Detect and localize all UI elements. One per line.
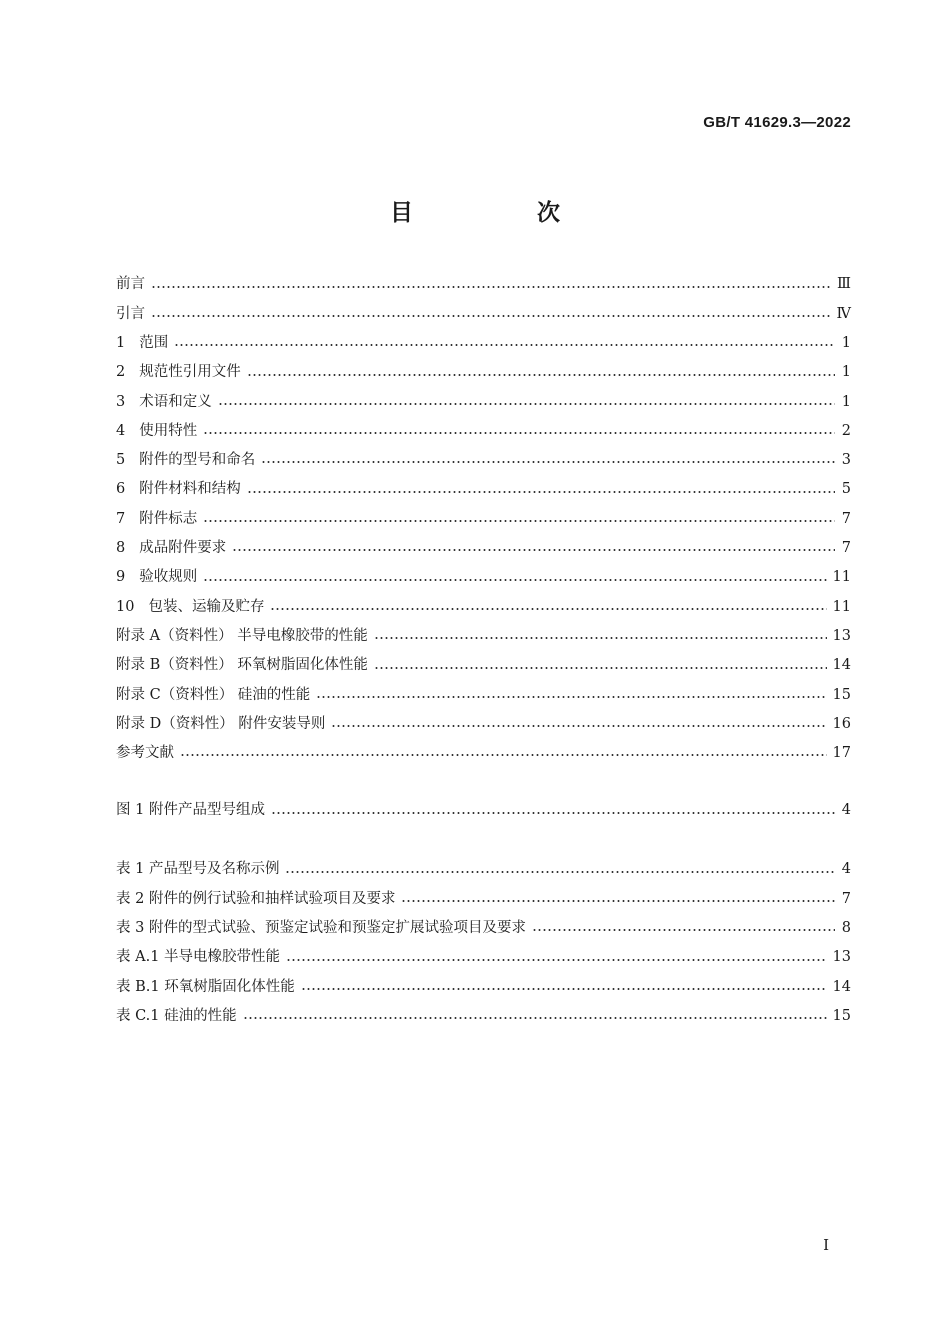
toc-figures-list [116,796,851,825]
dot-leader [174,344,835,346]
page-title: 目 次 [389,200,618,226]
toc-entry-text: 使用特性 [139,422,198,439]
toc-entry-text: 包装、运输及贮存 [148,598,265,615]
toc-entry-table-b1[interactable] [116,972,851,1001]
toc-entry-page: 4 [841,802,851,819]
toc-entry-figure-1[interactable] [116,796,851,825]
toc-entry-page: 1 [841,393,851,410]
toc-entry-label: 附录 B（资料性） 环氧树脂固化体性能 [116,657,368,674]
toc-entry-label: 表 B.1 环氧树脂固化体性能 [116,978,295,995]
toc-entry-number: 2 [116,364,126,381]
toc-entry-annex-b[interactable] [116,651,851,680]
toc-entry-page: 7 [841,510,851,527]
toc-entry-label: 附录 D（资料性） 附件安装导则 [116,715,326,732]
toc-entry-page: 15 [832,686,851,703]
toc-entry-page: 1 [841,364,851,381]
toc-entry-page: Ⅳ [836,305,851,322]
dot-leader [203,579,826,581]
toc-entry-text: 附件材料和结构 [139,481,241,498]
toc-entry-label: 前言 [116,276,145,293]
toc-tables-list [116,855,851,1031]
toc-entry-section-3[interactable] [116,387,851,416]
toc-entry-label: 表 C.1 硅油的性能 [116,1007,237,1024]
dot-leader [285,871,835,873]
page-number: I [823,1236,829,1254]
toc-entry-table-3[interactable] [116,914,851,943]
toc-entry-label: 附录 C（资料性） 硅油的性能 [116,686,311,703]
toc-entry-label [116,512,197,527]
toc-entry-foreword[interactable] [116,270,851,299]
toc-entry-table-c1[interactable] [116,1001,851,1030]
toc-entry-label [116,541,226,556]
dot-leader [180,754,827,756]
toc-entry-label: 附录 A（资料性） 半导电橡胶带的性能 [116,627,368,644]
toc-entry-label [116,482,241,497]
dot-leader [243,1017,827,1019]
dot-leader [271,812,835,814]
dot-leader [203,520,835,522]
toc-entry-text: 范围 [139,334,169,351]
toc-entry-section-10[interactable] [116,592,851,621]
toc-entry-page: 14 [832,657,851,674]
dot-leader [232,549,835,551]
toc-entry-text: 验收规则 [139,569,198,586]
dot-leader [247,491,835,493]
toc-entry-annex-a[interactable] [116,622,851,651]
toc-entry-section-1[interactable] [116,329,851,358]
toc-entry-introduction[interactable] [116,299,851,328]
toc-entry-page: 13 [832,949,851,966]
toc-entry-number: 1 [116,334,126,351]
standard-number: GB/T 41629.3—2022 [703,114,851,131]
dot-leader [261,461,835,463]
toc-entry-label [116,336,168,351]
toc-entry-label: 表 3 附件的型式试验、预鉴定试验和预鉴定扩展试验项目及要求 [116,919,526,936]
toc-entry-number: 3 [116,393,126,410]
toc-entry-number: 6 [116,481,126,498]
toc-entry-label [116,424,197,439]
toc-main-list [116,270,851,768]
toc-entry-section-2[interactable] [116,358,851,387]
toc-entry-page: 4 [841,861,851,878]
toc-entry-label [116,570,197,585]
toc-entry-section-8[interactable] [116,534,851,563]
toc-entry-label: 参考文献 [116,745,174,762]
toc-entry-page: 17 [832,745,851,762]
toc-entry-label [116,365,241,380]
toc-entry-table-1[interactable] [116,855,851,884]
toc-entry-table-2[interactable] [116,884,851,913]
toc-entry-page: 1 [841,334,851,351]
toc-entry-section-9[interactable] [116,563,851,592]
toc-entry-page: Ⅲ [837,276,851,293]
toc-entry-page: 11 [832,598,851,615]
toc-entry-table-a1[interactable] [116,943,851,972]
toc-entry-label: 表 1 产品型号及名称示例 [116,861,280,878]
dot-leader [270,608,826,610]
toc-entry-label: 表 2 附件的例行试验和抽样试验项目及要求 [116,890,396,907]
toc-entry-page: 13 [832,627,851,644]
toc-entry-section-4[interactable] [116,416,851,445]
toc-entry-number: 5 [116,452,126,469]
toc-entry-annex-c[interactable] [116,680,851,709]
toc-entry-page: 16 [832,715,851,732]
toc-entry-page: 11 [832,569,851,586]
toc-entry-label [116,395,212,410]
dot-leader [331,725,826,727]
toc-entry-page: 3 [841,452,851,469]
toc-entry-page: 15 [832,1007,851,1024]
toc-entry-label [116,600,264,615]
toc-entry-text: 附件标志 [139,510,198,527]
toc-entry-text: 术语和定义 [139,393,212,410]
dot-leader [151,286,831,288]
toc-entry-number: 4 [116,422,126,439]
toc-entry-label: 图 1 附件产品型号组成 [116,802,265,819]
toc-entry-page: 7 [841,890,851,907]
toc-entry-section-5[interactable] [116,446,851,475]
toc-entry-label: 引言 [116,305,145,322]
toc-entry-text: 成品附件要求 [139,540,227,557]
toc-entry-text: 规范性引用文件 [139,364,241,381]
toc-entry-number: 10 [116,598,135,615]
toc-entry-section-7[interactable] [116,504,851,533]
toc-entry-page: 5 [841,481,851,498]
dot-leader [247,374,835,376]
dot-leader [374,667,827,669]
dot-leader [203,432,835,434]
dot-leader [316,696,826,698]
dot-leader [532,929,835,931]
dot-leader [286,959,827,961]
dot-leader [151,315,831,317]
toc-entry-annex-d[interactable] [116,709,851,738]
toc-entry-bibliography[interactable] [116,739,851,768]
toc-entry-label [116,453,255,468]
toc-entry-page: 8 [841,919,851,936]
toc-entry-page: 14 [832,978,851,995]
toc-entry-number: 9 [116,569,126,586]
toc-entry-page: 7 [841,540,851,557]
toc-entry-number: 8 [116,540,126,557]
dot-leader [401,900,835,902]
toc-entry-number: 7 [116,510,126,527]
toc-entry-label: 表 A.1 半导电橡胶带性能 [116,949,281,966]
dot-leader [218,403,835,405]
dot-leader [301,988,827,990]
toc-entry-section-6[interactable] [116,475,851,504]
dot-leader [374,637,827,639]
toc-entry-text: 附件的型号和命名 [139,452,256,469]
toc-entry-page: 2 [841,422,851,439]
